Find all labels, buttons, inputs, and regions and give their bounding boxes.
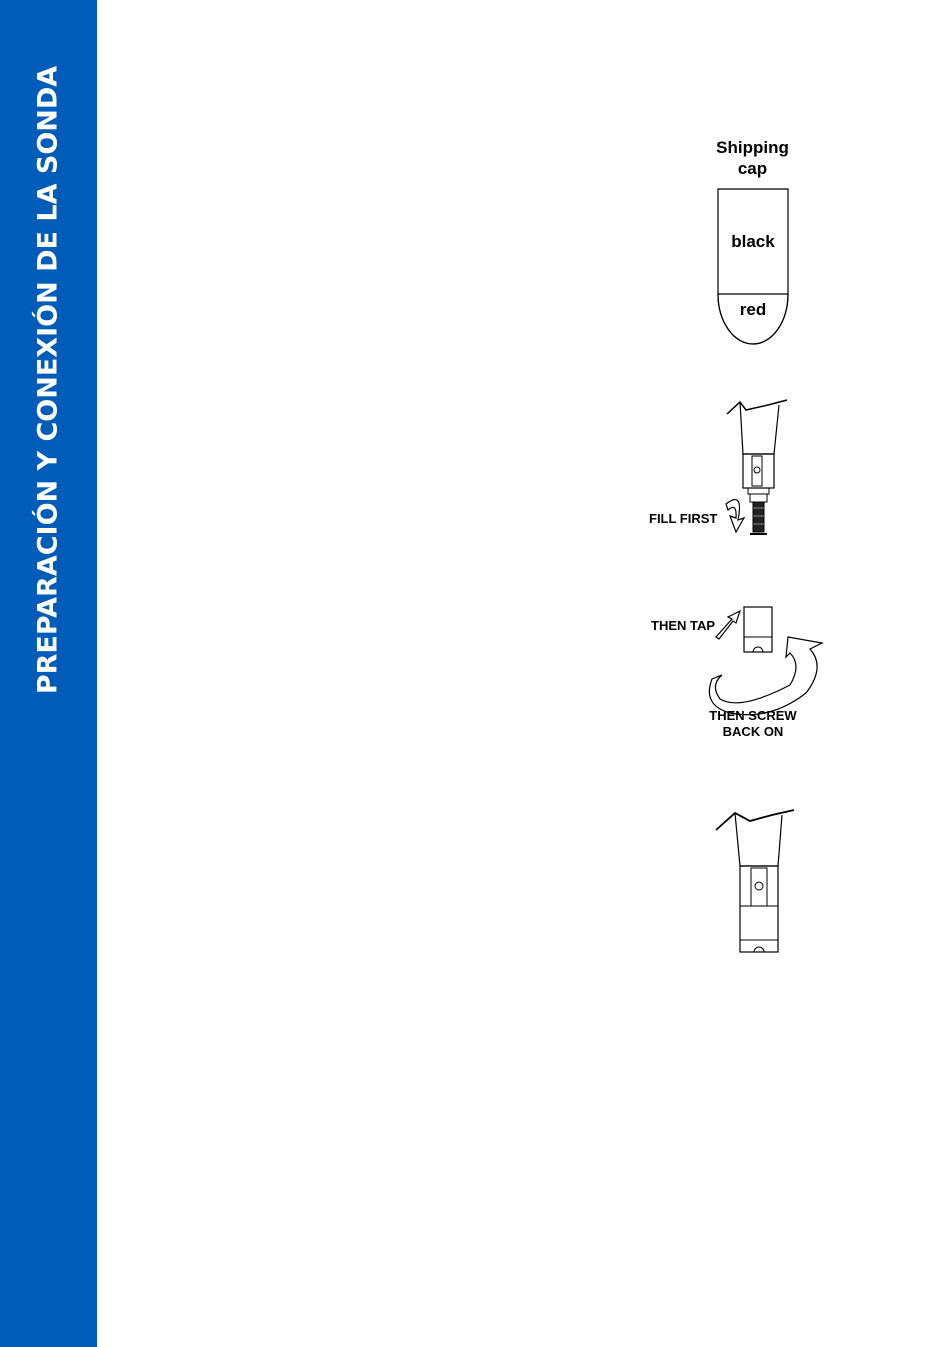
shipping-cap-caption-line2: cap xyxy=(737,159,768,178)
then-screw-label-line2: BACK ON xyxy=(722,724,784,739)
cap-black-label: black xyxy=(731,232,775,251)
shipping-cap-caption-line1: Shipping xyxy=(716,138,789,157)
sidebar-band xyxy=(0,0,97,1347)
shipping-cap-figure xyxy=(690,136,820,351)
fill-first-label: FILL FIRST xyxy=(649,511,718,526)
then-screw-label-line1: THEN SCREW xyxy=(709,708,797,723)
cap-red-label: red xyxy=(739,300,767,319)
fill-first-figure xyxy=(640,390,820,550)
assembled-probe-figure xyxy=(700,800,810,960)
tap-screw-figure xyxy=(640,595,840,745)
probe-fill-drawing xyxy=(640,390,820,550)
then-tap-label: THEN TAP xyxy=(651,618,716,633)
assembled-probe-drawing xyxy=(700,800,810,960)
section-title: PREPARACIÓN Y CONEXIÓN DE LA SONDA xyxy=(32,65,64,695)
